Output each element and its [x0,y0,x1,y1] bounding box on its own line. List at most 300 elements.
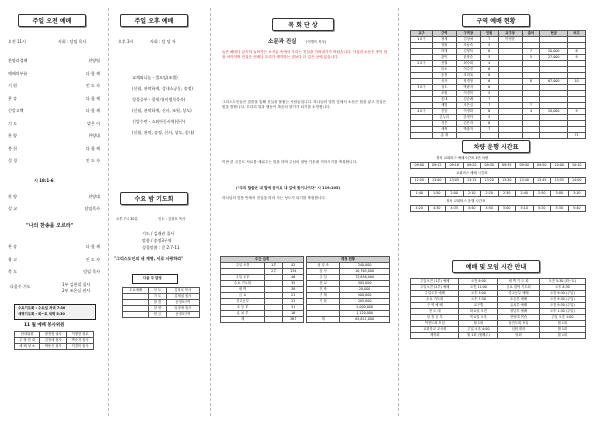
district-cell: 이정화 [456,109,480,115]
district-cell: 박춘자 [456,127,480,133]
schedule-cell: 제직회 [411,333,459,339]
divider [108,8,109,416]
district-cell: 이경미 [456,91,480,97]
stats-cell: 계 [307,317,340,323]
stats-cell: 35 [283,281,304,287]
district-cell: 5 [480,115,498,121]
order-person: 인 도 자 [85,83,100,88]
district-cell: 6 [480,49,498,55]
district-header: 헌금 [540,31,568,37]
district-cell: 6 [480,109,498,115]
order-item: 찬 양 [8,194,17,199]
schedule-cell: 주일오전 (2부) 예배 [411,285,459,291]
text-line: 성경공부 - 창세기(이병묵목사) [132,97,186,102]
stats-row [307,317,390,323]
district-cell: 송정아 [456,115,480,121]
next-cell: 송정3구역 [166,300,199,306]
column-heading: 소문과 진실 [268,39,297,45]
stats-cell: 십 일 조 [307,263,340,269]
next-cell: 헌 금 [149,312,166,318]
next-row [123,288,200,294]
next-cell [123,312,149,318]
district-cell: 이영한 [498,37,522,43]
bus-time-cell: 5:00 [498,206,516,212]
order-item: 기 도 [8,120,17,126]
schedule-cell: 월 1회 [459,321,498,327]
district-cell: 9 [568,55,586,61]
box-line-2: 새벽기도회 : 화~토 새벽 5:30 [18,312,65,316]
stats-cell: 387 [283,317,304,323]
text-line: (신월, 관악, 송정, 신사, 상도, 송내) [132,130,195,135]
district-cell: 7 [480,37,498,43]
bus-time-cell: 3:10 [568,191,586,197]
schedule-cell: 주일오전 (1부) 예배 [411,279,459,285]
column-paragraph-2: 그리스도인들은 말씀을 통해 진실을 붙잡는 사람들입니다. 하나님의 말씀 앞에서 소문은 힘을 잃고 진실은 빛을 발합니다. 우리의 말과 행동이 복음의 향기가 되기를 소망합니다. [222,100,387,110]
bus-time-cell: 09:12 [428,163,446,169]
schedule-cell: 월 1회 [539,327,585,333]
bus-time-cell: 5:20 [533,206,551,212]
bus-time-cell: 13:20 [481,178,499,184]
bus-time-cell: 4:50 [481,206,499,212]
order-item: 예배의부름 [8,70,28,76]
schedule-cell: 월 1회 [539,333,585,339]
text-line: 성경말씀 : 갈 2:7-11 [142,245,180,250]
district-cell [540,133,568,139]
district-cell: 6 [480,79,498,85]
stats-cell: 계 [221,317,265,323]
schedule-cell: 성 경 공 부 [411,315,459,321]
stats-cell: 구 제 [307,293,340,299]
district-cell: 총 계 [432,133,456,139]
column-closing: 하나님의 말씀 안에서 진실을 따라 사는 성도가 되기를 축원합니다. [222,196,327,200]
order-person: 맡은 이 [87,120,100,126]
district-cell: 8 [480,73,498,79]
district-cell [498,133,522,139]
schedule-cell: 오전 9:00 [459,279,498,285]
district-header: 구역 [432,31,456,37]
district-cell: 2교구 [411,61,433,67]
district-cell: 8 [522,79,540,85]
district-cell: 4 [522,109,540,115]
next-cell: 수요예배 [123,288,149,294]
service-row [15,338,94,344]
bus-time-cell: 13:15 [463,178,481,184]
bus-time-cell: 5:30 [551,206,569,212]
stats-cell: 주 일 [307,275,340,281]
order-person: 찬양팀 [88,58,100,63]
stats-right-title: 재정 현황 [307,257,390,263]
stats-cell: 2부 [265,269,283,275]
district-cell: 71 [568,133,586,139]
text-line: 말씀 / 송정3구역 [142,238,172,243]
morning-title: 주일 오전 예배 [18,14,86,27]
prayer-label: 다음주 기도 [10,284,31,289]
divider [210,8,211,416]
stats-left-table [220,256,304,323]
bus-time-cell: 2:20 [481,191,499,197]
district-cell: 1교구 [411,37,433,43]
service-cell: 장경현 권사 [40,332,67,338]
morning-meta-left: 오전 11시 [8,39,26,44]
stats-cell: 63,811,000 [340,317,390,323]
next-cell: 송정3구역 [166,312,199,318]
next-cell: 임정애 집사 [166,306,199,312]
stats-cell: 240,000 [340,263,390,269]
stats-cell: 21 [283,293,304,299]
bus-time-cell: 09:20 [463,163,481,169]
wed-meta-left: 오후 7시 30분 [116,217,138,221]
stats-cell [265,317,283,323]
schedule-cell: 오후 8:30 [539,285,585,291]
schedule-cell: 교회학교 교사회 [411,327,459,333]
box-line-1: 수요기도회 : 수요일 저녁 7:30 [18,306,66,310]
next-cell: 김창호 목사 [166,288,199,294]
district-cell: 작은 [432,121,456,127]
district-cell: 조미옥 [456,73,480,79]
bus-time-cell: 5:40 [568,206,586,212]
vehicle-title: 차량 운행 시간표 [462,140,530,153]
prayer-right: 1부 김현철 집사 [62,282,91,287]
bus-table-d [410,205,586,212]
column-heading-sub: (이병묵 목사) [306,40,327,44]
schedule-cell: 오전 5:30 (화~토) [539,279,585,285]
bus-head-c: 정차 교회버스 운행 시간표 [446,199,486,203]
text-line: 교제와나눔 - 셀모임(조별) [132,75,178,80]
bus-time-cell: 13:45 [533,178,551,184]
service-cell: 이경미 집사 [67,344,94,350]
bus-time-cell: 09:30 [481,163,499,169]
district-cell: 6 [480,85,498,91]
order-person: 다 함 께 [85,70,100,76]
district-cell: 미소 [432,67,456,73]
schedule-cell: 오전 9:30 (주일) [539,303,585,309]
bus-time-cell: 09:00 [411,163,429,169]
wed-meta-right: 인도 : 김창호 목사 [158,217,186,221]
schedule-cell: 교구별 [459,303,498,309]
order-person: 담임 목사 [83,269,100,274]
stats-cell: 42 [283,263,304,269]
district-header: 인원 [480,31,498,37]
afternoon-title: 주일 오후 예배 [120,14,188,27]
bus-time-cell: 09:40 [516,163,534,169]
next-cell: 찬 양 [149,306,166,312]
order-person: 찬양대 [88,194,100,199]
bus-time-cell: 14:00 [568,178,586,184]
schedule-cell: 목요일 오후 [459,315,498,321]
stats-cell: 유 치 부 [221,311,265,317]
district-header: 출석 [522,31,540,37]
district-table [410,30,586,139]
district-cell: 67,000 [540,79,568,85]
column-panel [214,0,396,424]
district-cell: 7 [522,49,540,55]
stats-cell: 22 [283,299,304,305]
service-cell: 김정애 집사 [40,338,67,344]
district-header: 교구장 [498,31,522,37]
district-cell: 20,000 [540,49,568,55]
schedule-cell: 주일오후 예배 [411,291,459,297]
schedule-cell: 여전도회 모임 [411,321,459,327]
column-title: 목 회 단 상 [272,18,334,31]
column-paragraph-1-text: 늘은 해마다 급속히 늘어가는 소식들 속에서 우리는 진실을 가려내기가 어렵습니다. 사실과 소문은 종이 한 장 차이이며 진실은 언제나 우리가 생각하는 것보다 더 깊은 곳에 있습니다. [222,50,388,60]
district-cell: 5 [480,91,498,97]
order-item: 찬양과경배 [8,58,28,63]
schedule-cell: 청년부 예배 [498,309,539,315]
service-row [15,332,94,338]
afternoon-panel [110,0,210,424]
schedule-row [411,333,586,339]
bus-time-cell: 4:20 [411,206,429,212]
district-row [411,133,586,139]
scripture: 시 18:1-6 [34,178,54,183]
order-person: 찬양대 [88,133,100,138]
stats-cell: 중고등부 [221,299,265,305]
district-cell: 청계 [432,37,456,43]
afternoon-meta-left: 오후 3시 [118,39,134,44]
schedule-title: 예배 및 모임 시간 안내 [452,260,540,273]
schedule-cell: 찬양대 연습 [498,315,539,321]
district-cell: 6 [480,67,498,73]
service-cell: 안내위원 [15,332,40,338]
afternoon-meta-right: 사회 : 담 당 자 [150,39,176,44]
district-cell: 5 [480,55,498,61]
district-header: 구역장 [456,31,480,37]
stats-cell: 금 요 [221,293,265,299]
district-cell: 최숙희 [456,61,480,67]
district-panel [400,0,600,424]
stats-cell: 초 등 부 [221,305,265,311]
district-cell: 4교구 [411,109,433,115]
schedule-cell: 금요 철야 기도회 [498,285,539,291]
morning-panel [0,0,108,424]
district-cell [480,133,498,139]
bus-time-cell: 13:30 [498,178,516,184]
district-cell: 박광자 [456,85,480,91]
district-cell: 중앙 [432,109,456,115]
stats-cell: 주일 오전 [221,263,265,269]
schedule-cell: 초등부 예배 [498,297,539,303]
order-item: 기 원 [8,83,17,88]
next-duty-table [122,287,200,318]
district-cell: 송정 [432,73,456,79]
order-person: 담임목사 [84,206,100,211]
district-cell: 4 [480,61,498,67]
stats-cell: 주일 오후 [221,275,265,281]
schedule-cell: 월 1회 [539,321,585,327]
stats-cell: 기 타 [307,299,340,305]
schedule-cell: 화요일 오전 [459,309,498,315]
schedule-cell: 구 역 예 배 [411,303,459,309]
bus-time-cell: 09:35 [498,163,516,169]
schedule-cell: 수요 기도회 [411,297,459,303]
district-cell: 7 [480,127,498,133]
bus-time-cell: 13:05 [446,178,464,184]
divider [398,8,399,416]
bus-head-a: 정차 교회버스 예배시간표 1번 차량 [436,156,489,160]
schedule-cell: 유치부 예배 [498,303,539,309]
order-person: 다 함 께 [85,108,100,113]
district-cell: 조원 [432,91,456,97]
bus-time-cell: 1:40 [411,191,429,197]
stats-cell: 10,765,000 [340,269,390,275]
district-title: 구역 예배 현황 [462,14,530,27]
bus-time-cell: 13:00 [428,178,446,184]
bus-time-cell: 12:50 [411,178,429,184]
district-cell: 27,000 [540,55,568,61]
bus-time-cell: 2:30 [498,191,516,197]
district-cell: 새싹 [432,127,456,133]
morning-meta-right: 사회 : 담임 목사 [58,39,87,44]
district-cell: 6 [480,121,498,127]
service-cell: 예 배 청 소 [15,344,40,350]
next-duty-title: 다음 주 담당 [143,276,162,280]
order-person: 인 도 자 [85,158,100,163]
bus-time-cell: 2:40 [516,191,534,197]
service-cell: 박순자 집사 [67,338,94,344]
next-duty-title-box [132,274,178,284]
next-cell: 말 씀 [149,300,166,306]
district-cell: 김정애 [456,37,480,43]
district-header: 비고 [568,31,586,37]
district-cell: 신사 [432,79,456,85]
order-person: 다 함 께 [85,244,100,249]
schedule-cell: 새 벽 기 도 회 [498,279,539,285]
district-cell: 7 [480,103,498,109]
text-line: 신앙수련 - 소외아동사역(한주) [132,119,186,124]
schedule-table [410,278,586,339]
order-item: 찬 송 [8,95,17,101]
bus-head-b: 교회버스 예배 시간표 [456,171,488,175]
bus-time-cell: 2:00 [446,191,464,197]
order-item: 축 도 [8,269,17,274]
bus-time-cell: 09:18 [446,163,464,169]
stats-cell: 31 [283,305,304,311]
stats-cell: 72,858,000 [340,275,390,281]
district-cell: 윤봉순 [456,55,480,61]
district-cell: 김영미 [456,49,480,55]
schedule-cell: 전 도 대 [411,309,459,315]
district-header: 교구 [411,31,433,37]
prayer-right2: 2부 조은실 권사 [62,288,91,293]
column-paragraph-1 [222,50,390,60]
district-cell: 온누리 [432,115,456,121]
stats-left-title: 주간 집계 [221,257,304,263]
service-row [15,344,94,350]
bus-time-cell: 5:10 [516,206,534,212]
bus-time-cell: 2:10 [463,191,481,197]
order-item: 성 경 [8,158,17,163]
text-line: (신월, 관악하계, 신사, 조원, 상도) [132,108,192,113]
bus-time-cell: 4:30 [428,206,446,212]
order-person: 다 함 께 [85,95,100,101]
wed-title: 수요 밤 기도회 [120,192,188,205]
stats-cell: 선 교 [307,281,340,287]
district-cell: 신월 [432,61,456,67]
text-line: 기도 / 김재권 집사 [142,231,175,236]
order-item: 신앙고백 [8,108,24,113]
bus-time-cell: 4:35 [446,206,464,212]
bus-time-cell: 10:00 [551,163,569,169]
district-cell: 조동숙 [456,43,480,49]
district-cell: 상도 [432,85,456,91]
stats-cell: 46 [283,275,304,281]
next-cell: 기 도 [149,294,166,300]
schedule-cell: 남전도회 모임 [498,321,539,327]
stats-cell: 감 사 [307,269,340,275]
schedule-cell: 임원 회의 [498,327,539,333]
wed-quote: "그리스도인의 새 계명, 서로 사랑하라" [114,256,184,261]
order-item: 봉 헌 [8,145,17,151]
schedule-cell: 오전 11:00 [459,285,498,291]
district-cell: 김순례 [456,97,480,103]
schedule-cell: 오후 3:00 [459,291,498,297]
next-cell: 김재권 집사 [166,294,199,300]
order-item: 설 교 [8,206,17,211]
district-cell [411,133,433,139]
bus-time-cell: 13:40 [516,178,534,184]
district-cell: 5 [522,55,540,61]
column-paragraph-3: 이번 한 주간도 서로를 세워주는 말을 하며 주님의 평안 가운데 거하시기를 축복합니다. [222,160,358,164]
order-item: 찬 송 [8,244,17,249]
stats-cell: 1,120,000 [340,311,390,317]
district-cell: 새빛 [432,103,456,109]
bus-time-cell: 10:10 [568,163,586,169]
stats-row [221,317,304,323]
stats-right-table [306,256,390,323]
service-cell: 주 방 안 내 [15,338,40,344]
bus-time-cell: 3:00 [551,191,569,197]
prayer-meeting-box [14,304,96,320]
bus-time-cell: 1:50 [428,191,446,197]
district-cell: 9 [568,109,586,115]
district-cell: 하계 [432,49,456,55]
next-cell: 인 도 [149,288,166,294]
stats-cell: 수요 기도회 [221,281,265,287]
bus-time-cell: 2:50 [533,191,551,197]
bus-time-cell: 09:50 [533,163,551,169]
district-cell: 정원 [432,43,456,49]
district-cell: 김은자 [456,121,480,127]
district-cell: 7 [480,97,498,103]
sermon-title: "나의 찬송을 오르라" [26,223,74,229]
bus-time-cell: 4:40 [463,206,481,212]
order-person: 인 도 자 [85,256,100,262]
next-row [123,312,200,318]
stats-cell: 건 축 [307,287,340,293]
column-verse: ("주의 말씀은 내 발에 등이요 내 길에 빛이니이다" 시 119:105) [236,186,341,190]
service-table-title: 11 월 예배 봉사위원 [24,323,65,328]
order-item: 찬 양 [8,133,17,138]
schedule-cell: 오후 1:30 (주일) [539,309,585,315]
stats-cell: 38 [283,287,304,293]
stats-cell: 1부 [265,263,283,269]
district-cell [456,133,480,139]
stats-cell: 134 [283,269,304,275]
district-cell: 5 [480,43,498,49]
service-cell: 박용식 집사 [40,344,67,350]
schedule-cell: 오전 9:30 (주일) [539,291,585,297]
bus-table-b [410,177,586,184]
schedule-cell: 중고등부 예배 [498,291,539,297]
district-cell [522,133,540,139]
stats-cell: 500,000 [340,293,390,299]
service-cell: 이영한 장로 [67,332,94,338]
district-cell: 10 [568,79,586,85]
schedule-cell: 주일 오후 4:00 [459,327,498,333]
stats-cell: 2,000,000 [340,305,390,311]
schedule-cell: 당회 [498,333,539,339]
stats-cell: 205,000 [340,299,390,305]
